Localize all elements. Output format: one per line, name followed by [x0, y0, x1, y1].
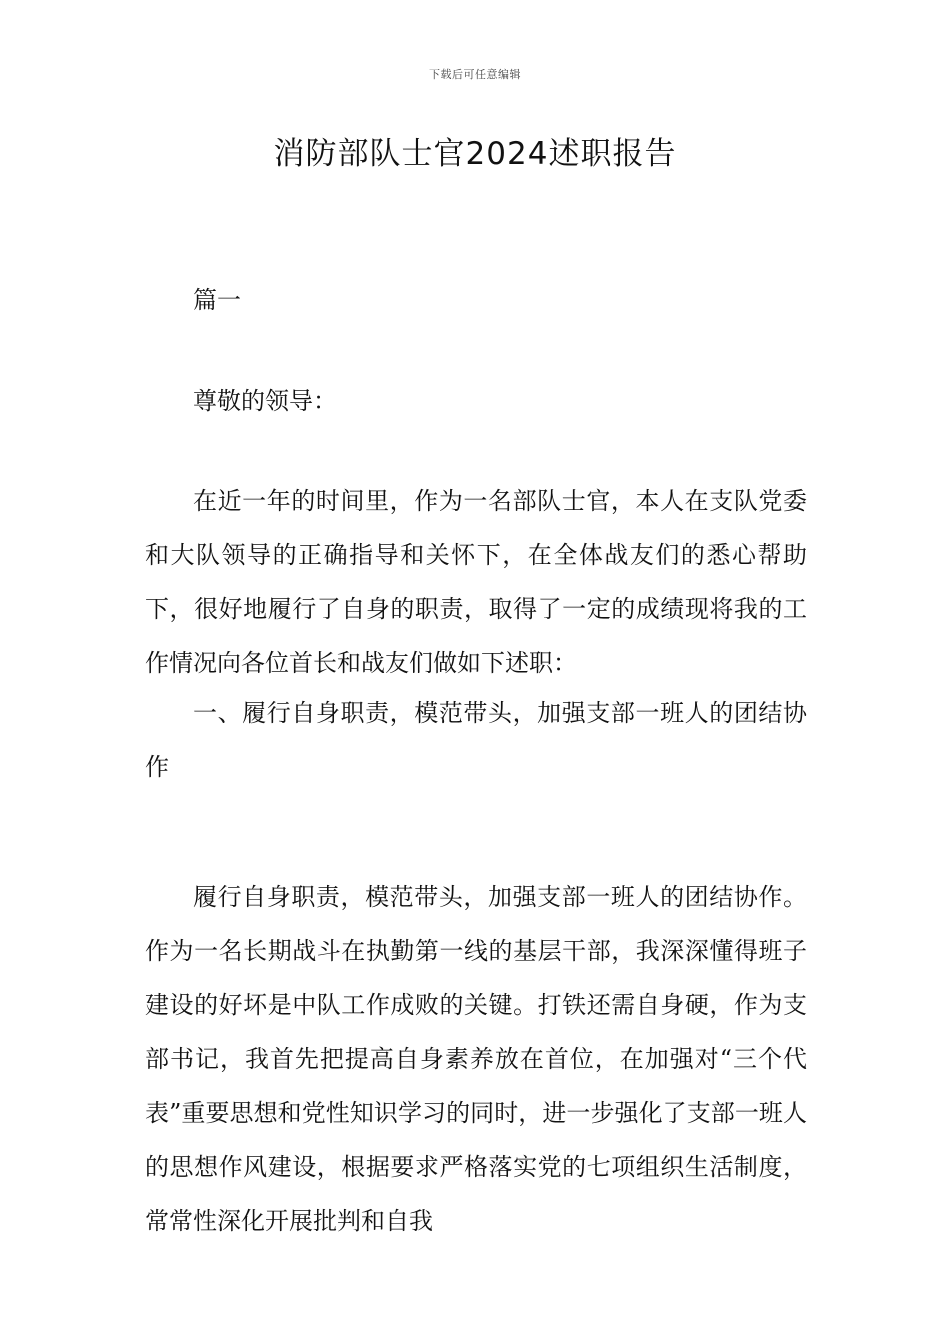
- intro-block: [145, 474, 807, 690]
- body-paragraph-1: 履行自身职责，模范带头，加强支部一班人的团结协作。作为一名长期战斗在执勤第一线的基层干部，我深深懂得班子建设的好坏是中队工作成败的关键。打铁还需自身硬，作为支部书记，我首先把提高自身素养放在首位，在加强对“三个代表”重要思想和党性知识学习的同时，进一步强化了支部一班人的思想作风建设，根据要求严格落实党的七项组织生活制度，常常性深化开展批判和自我: [145, 883, 807, 1235]
- document-title: 消防部队士官2024述职报告: [273, 136, 677, 172]
- section-label-block: [145, 273, 807, 327]
- section-heading-1: 一、履行自身职责，模范带头，加强支部一班人的团结协作: [145, 699, 807, 781]
- body-block: [145, 870, 807, 1248]
- header-note: 下载后可任意编辑: [429, 68, 521, 81]
- section-label: 篇一: [193, 286, 241, 314]
- intro-paragraph: 在近一年的时间里，作为一名部队士官，本人在支队党委和大队领导的正确指导和关怀下，在全体战友们的悉心帮助下，很好地履行了自身的职责，取得了一定的成绩现将我的工作情况向各位首长和战友们做如下述职：: [145, 487, 807, 677]
- heading-block: [145, 686, 807, 794]
- salutation-block: [145, 374, 807, 428]
- salutation: 尊敬的领导：: [193, 387, 337, 415]
